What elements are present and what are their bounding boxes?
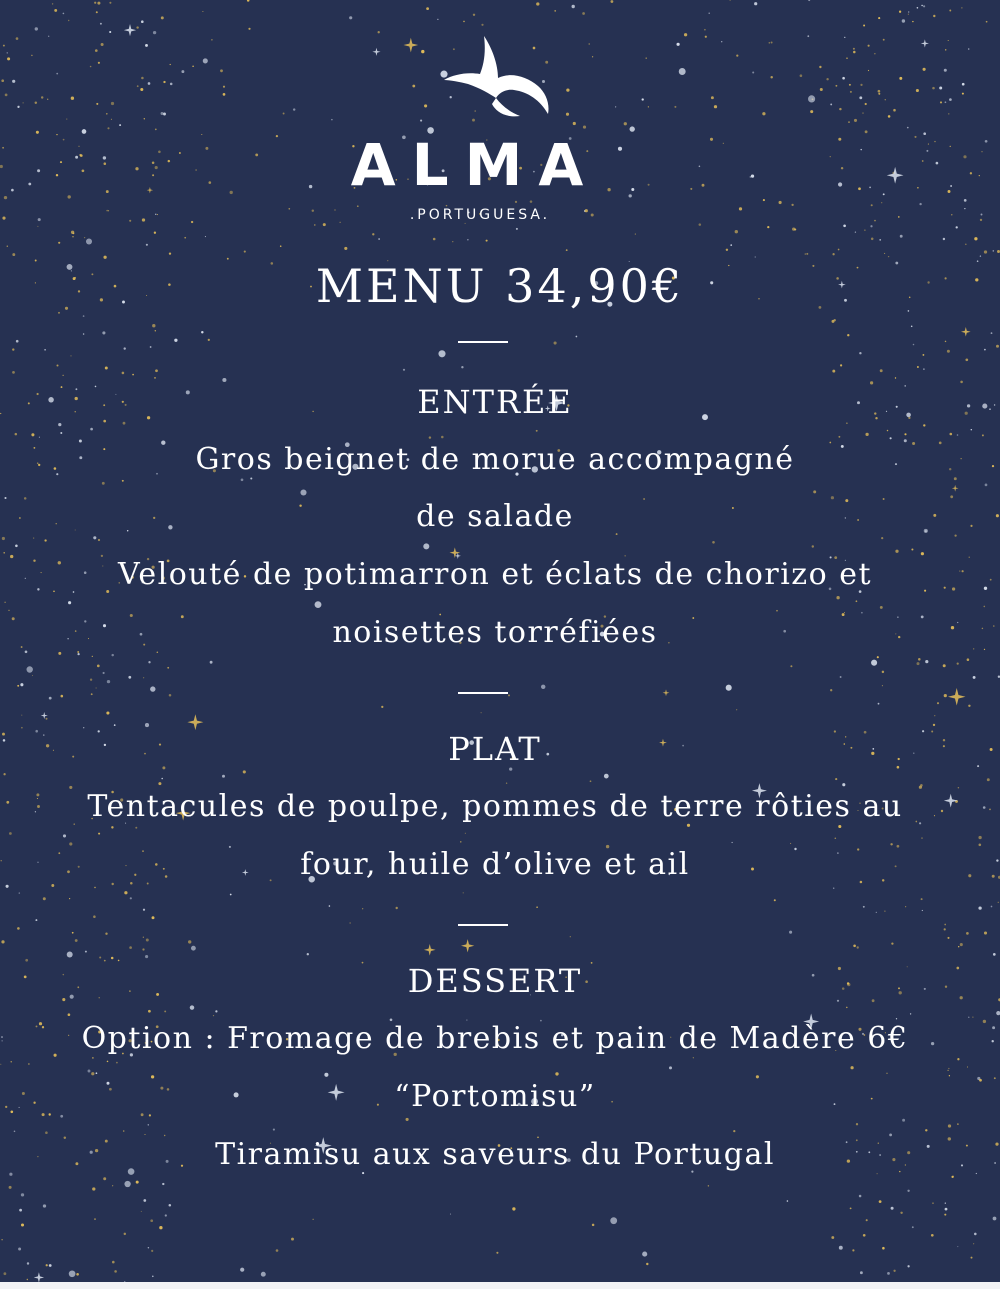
bottom-strip: [0, 1282, 1000, 1289]
plat-line-1: Tentacules de poulpe, pommes de terre rôties au: [87, 789, 903, 824]
section-heading-entree: ENTRÉE: [417, 383, 573, 421]
entree-line-4: noisettes torréfiées: [332, 615, 658, 650]
entree-line-2: de salade: [416, 499, 574, 534]
section-heading-dessert: DESSERT: [407, 962, 583, 1000]
divider: [458, 692, 508, 694]
swallow-bird-icon: [440, 34, 550, 119]
divider: [458, 341, 508, 343]
dessert-line-1: Option : Fromage de brebis et pain de Madère 6€: [81, 1021, 909, 1056]
dessert-line-3: Tiramisu aux saveurs du Portugal: [215, 1137, 775, 1172]
entree-line-1: Gros beignet de morue accompagné: [195, 442, 795, 477]
brand-subtitle: .PORTUGUESA.: [409, 207, 551, 223]
brand-name: ALMA: [350, 131, 600, 199]
entree-line-3: Velouté de potimarron et éclats de chorizo et: [117, 557, 873, 592]
section-heading-plat: PLAT: [448, 730, 542, 768]
dessert-line-2: “Portomisu”: [394, 1079, 596, 1114]
divider: [458, 924, 508, 926]
plat-line-2: four, huile d’olive et ail: [300, 847, 690, 882]
menu-title: MENU 34,90€: [315, 259, 685, 313]
